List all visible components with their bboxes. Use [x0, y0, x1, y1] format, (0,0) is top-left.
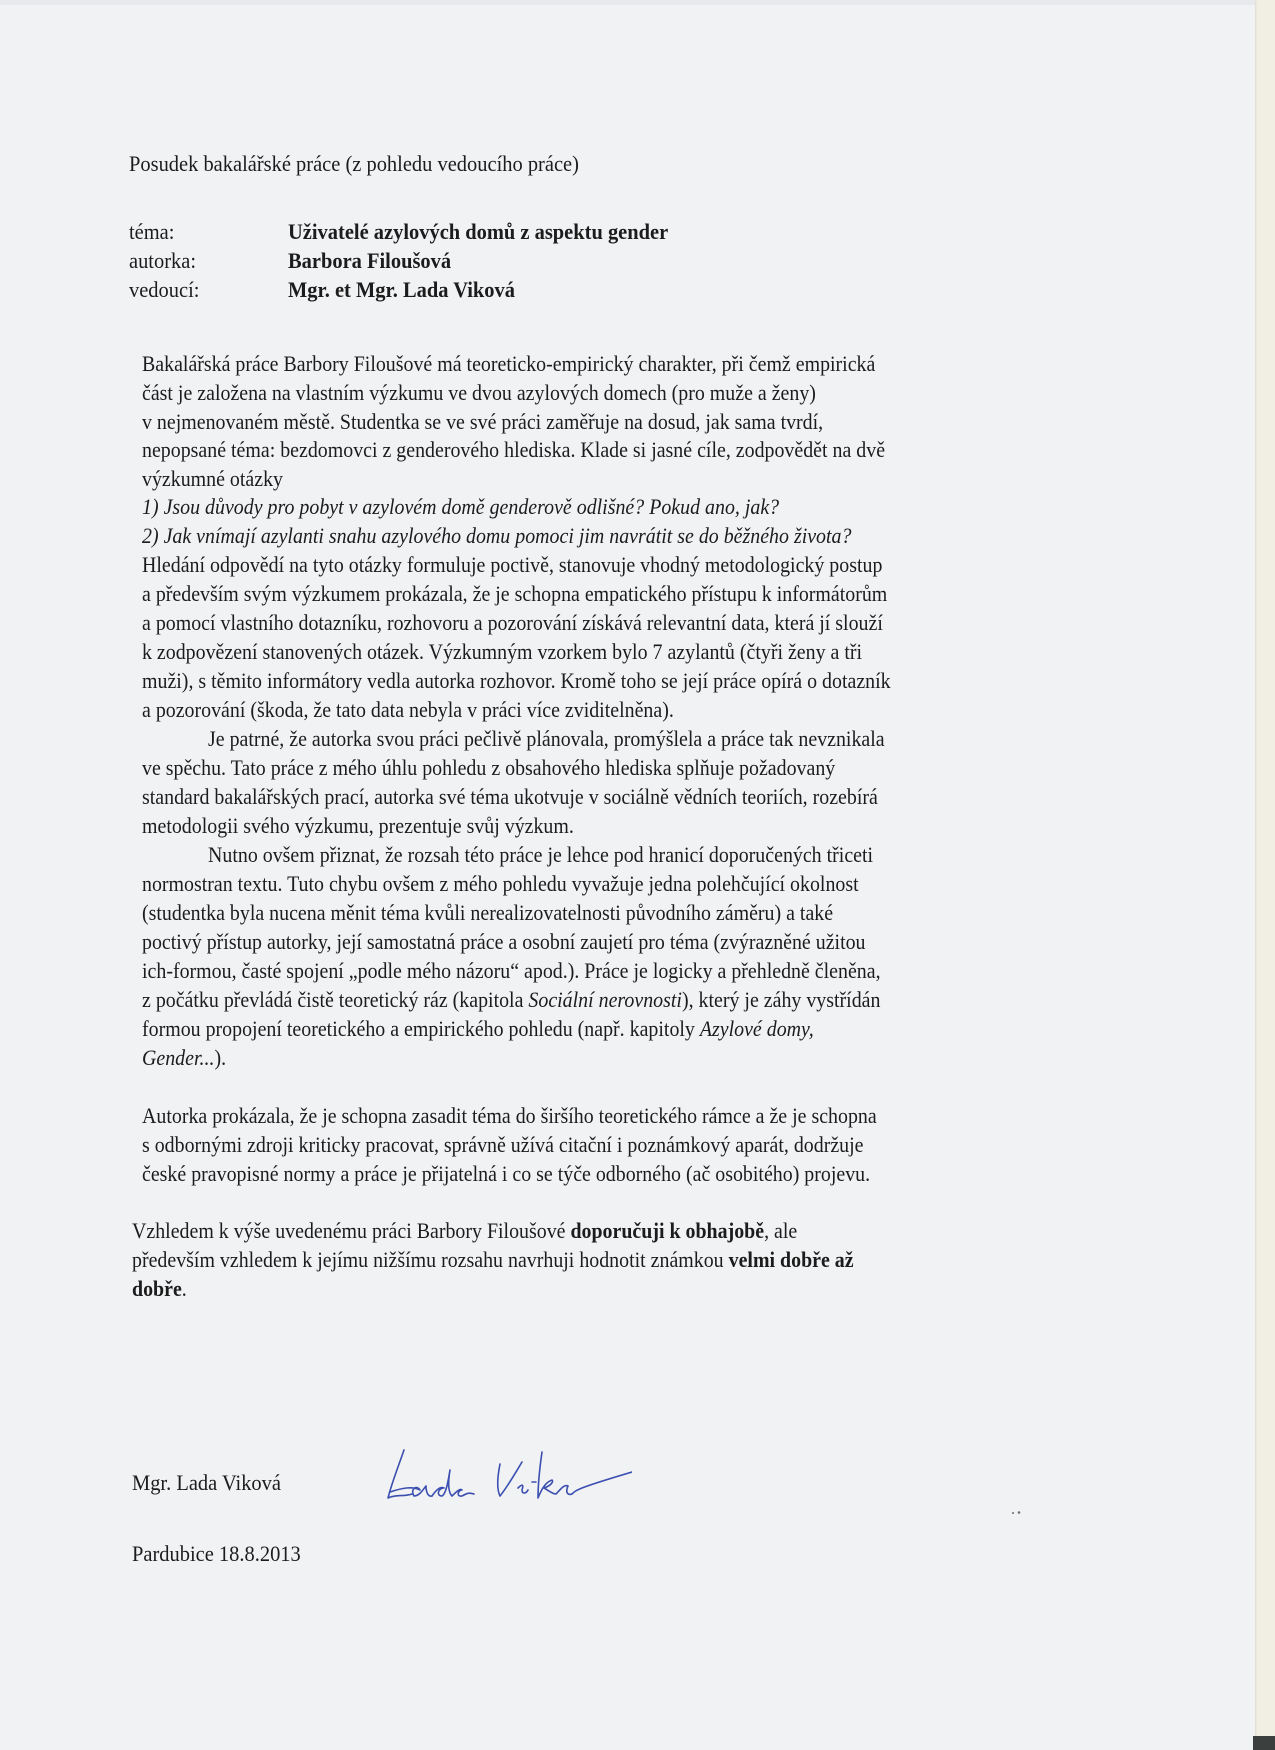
- text-line: [132, 1247, 854, 1273]
- text-line: (studentka byla nucena měnit téma kvůli nerealizovatelnosti původního záměru) a také: [142, 900, 834, 925]
- text-line: [142, 987, 880, 1013]
- document-heading: Posudek bakalářské práce (z pohledu vedoucího práce): [129, 151, 579, 176]
- research-question-1: 1) Jsou důvody pro pobyt v azylovém domě genderově odlišné? Pokud ano, jak?: [142, 494, 780, 519]
- signatory-name: Mgr. Lada Viková: [132, 1470, 281, 1495]
- text-line: Je patrné, že autorka svou práci pečlivě plánovala, promýšlela a práce tak nevznikala: [208, 726, 885, 751]
- text-run: , ale: [764, 1218, 798, 1243]
- text-line: ich-formou, časté spojení „podle mého názoru“ apod.). Práce je logicky a přehledně členěna,: [142, 958, 881, 983]
- meta-label-topic: téma:: [129, 219, 175, 244]
- text-run: ), který je záhy vystřídán: [681, 987, 881, 1012]
- text-line: v nejmenovaném městě. Studentka se ve své práci zaměřuje na dosud, jak sama tvrdí,: [142, 409, 824, 434]
- scan-speck: [1010, 1510, 1022, 1516]
- text-line: Nutno ovšem přiznat, že rozsah této práce je lehce pod hranicí doporučených třiceti: [208, 842, 874, 867]
- signature-stroke: [538, 1452, 632, 1498]
- chapter-name-italic: Gender...: [142, 1045, 215, 1070]
- text-line: část je založena na vlastním výzkumu ve dvou azylových domech (pro muže a ženy): [142, 380, 816, 405]
- text-line: [132, 1276, 187, 1302]
- text-line: [142, 1016, 814, 1042]
- text-run: .: [181, 1276, 187, 1301]
- text-line: výzkumné otázky: [142, 466, 283, 491]
- place-and-date: Pardubice 18.8.2013: [132, 1541, 301, 1566]
- text-line: normostran textu. Tuto chybu ovšem z mého pohledu vyvažuje jedna polehčující okolnost: [142, 871, 859, 896]
- signature-stroke: [518, 1485, 528, 1493]
- meta-value-author: Barbora Filoušová: [288, 248, 452, 273]
- meta-label-supervisor: vedoucí:: [129, 277, 200, 302]
- text-line: a pozorování (škoda, že tato data nebyla v práci více zviditelněna).: [142, 697, 674, 722]
- text-run: z počátku převládá čistě teoretický ráz (kapitola: [142, 987, 529, 1012]
- meta-value-topic: Uživatelé azylových domů z aspektu gender: [288, 219, 669, 244]
- text-run: Vzhledem k výše uvedenému práci Barbory Filoušové: [132, 1218, 571, 1243]
- chapter-name-italic: Azylové domy,: [699, 1016, 814, 1041]
- grade-bold: velmi dobře až: [728, 1247, 854, 1272]
- text-run: formou propojení teoretického a empirického pohledu (např. kapitoly: [142, 1016, 700, 1041]
- text-line: poctivý přístup autorky, její samostatná práce a osobní zaujetí pro téma (zvýrazněné užitou: [142, 929, 866, 954]
- text-line: Bakalářská práce Barbory Filoušové má teoreticko-empirický charakter, při čemž empirická: [142, 351, 876, 376]
- meta-value-supervisor: Mgr. et Mgr. Lada Viková: [288, 277, 515, 302]
- text-line: [142, 1045, 226, 1071]
- meta-label-author: autorka:: [129, 248, 197, 273]
- text-line: Hledání odpovědí na tyto otázky formuluje poctivě, stanovuje vhodný metodologický postup: [142, 552, 883, 577]
- page-top-edge: [0, 0, 1255, 5]
- recommendation-bold: doporučuji k obhajobě: [570, 1218, 765, 1243]
- signature-stroke: [432, 1470, 474, 1496]
- text-line: a pomocí vlastního dotazníku, rozhovoru a pozorování získává relevantní data, která jí slouží: [142, 610, 883, 635]
- research-question-2: 2) Jak vnímají azylanti snahu azylového domu pomoci jim navrátit se do běžného života?: [142, 523, 852, 548]
- text-line: standard bakalářských prací, autorka své téma ukotvuje v sociálně vědních teoriích, rozebírá: [142, 784, 878, 809]
- text-line: české pravopisné normy a práce je přijatelná i co se týče odborného (ač osobitého) projevu.: [142, 1161, 871, 1186]
- text-line: ve spěchu. Tato práce z mého úhlu pohledu z obsahového hlediska splňuje požadovaný: [142, 755, 836, 780]
- signature-stroke: [498, 1462, 522, 1496]
- text-run: ).: [214, 1045, 227, 1070]
- handwritten-signature: [382, 1442, 632, 1512]
- text-line: nepopsané téma: bezdomovci z genderového hlediska. Klade si jasné cíle, zodpovědět na dvě: [142, 437, 886, 462]
- scanner-corner-shadow: [1253, 1736, 1275, 1750]
- text-run: především vzhledem k jejímu nižšímu rozsahu navrhuji hodnotit známkou: [132, 1247, 729, 1272]
- text-line: muži), s těmito informátory vedla autorka rozhovor. Kromě toho se její práce opírá o dotazník: [142, 668, 891, 693]
- grade-bold: dobře: [132, 1276, 182, 1301]
- chapter-name-italic: Sociální nerovnosti: [528, 987, 682, 1012]
- text-line: [132, 1218, 797, 1244]
- text-line: a především svým výzkumem prokázala, že je schopna empatického přístupu k informátorům: [142, 581, 888, 606]
- text-line: k zodpovězení stanovených otázek. Výzkumným vzorkem bylo 7 azylantů (čtyři ženy a tři: [142, 639, 863, 664]
- text-line: metodologii svého výzkumu, prezentuje svůj výzkum.: [142, 813, 574, 838]
- text-line: s odbornými zdroji kriticky pracovat, správně užívá citační i poznámkový aparát, dodržuje: [142, 1132, 864, 1157]
- text-line: Autorka prokázala, že je schopna zasadit téma do širšího teoretického rámce a že je schopna: [142, 1103, 877, 1128]
